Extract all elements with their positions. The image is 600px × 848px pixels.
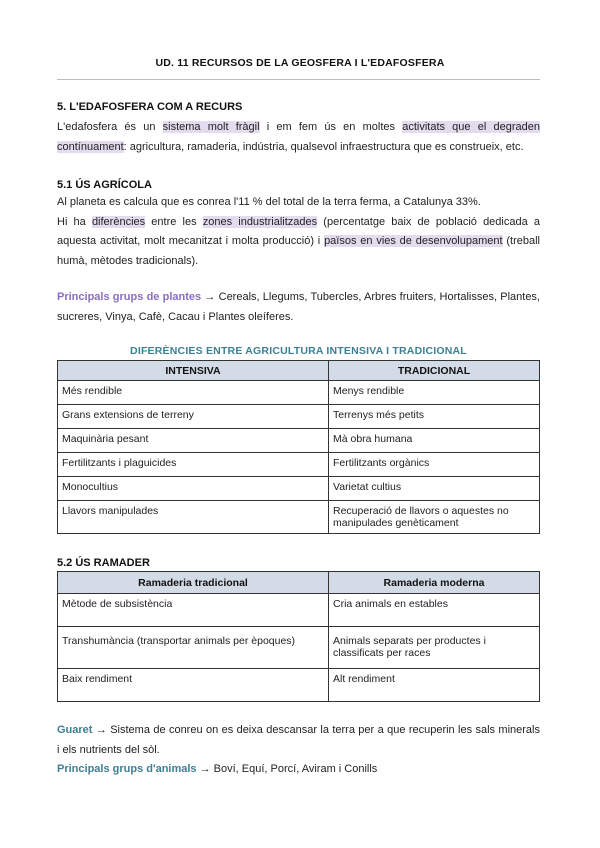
table-row [58,381,540,405]
table-cell: Animals separats per productes i classificats per races [329,627,540,669]
guaret-label: Guaret [57,724,93,736]
line2-text-a: Hi ha [57,215,92,228]
guaret-paragraph [57,721,540,760]
line2-text-d: (treball humà, mètodes tradicionals). [57,235,541,267]
table-cell: Llavors manipulades [58,501,329,534]
table-cell: Varietat cultius [329,477,540,501]
section-52-heading: 5.2 ÚS RAMADER [57,557,150,569]
table-cell: Terrenys més petits [329,405,540,429]
plant-groups-label: Principals grups de plantes [57,291,202,303]
livestock-table [57,571,540,702]
table-cell: Més rendible [58,381,329,405]
table-cell: Cria animals en estables [329,594,540,627]
highlight-fragile-system: sistema molt fràgil [162,121,260,133]
table-row [58,669,540,702]
section-51-paragraph [57,193,540,271]
table-cell: Mètode de subsistència [58,594,329,627]
table-cell: Alt rendiment [329,669,540,702]
p1-text-b: i em fem ús en moltes [259,121,403,133]
table-row [58,405,540,429]
document-title: UD. 11 RECURSOS DE LA GEOSFERA I L'EDAFOSFERA [155,57,445,69]
line2-text-c: (percentatge baix de població dedicada a aquesta activitat, molt mecanitzat i molta producció) i [57,215,540,247]
table-row [58,477,540,501]
animal-groups-label: Principals grups d'animals [57,763,197,775]
p1-text-c: : agricultura, ramaderia, indústria, qualsevol infraestructura que es construeix, etc. [123,140,524,153]
table-cell: Maquinària pesant [58,429,329,453]
table-row [58,429,540,453]
column-header-intensive: INTENSIVA [58,361,329,381]
table-cell: Fertilitzants i plaguicides [58,453,329,477]
table-header-row [58,361,540,381]
title-divider [57,79,540,80]
highlight-industrial-zones: zones industrialitzades [202,215,318,228]
table-cell: Fertilitzants orgànics [329,453,540,477]
plant-groups-arrow: → [201,291,219,303]
table-cell: Monocultius [58,477,329,501]
animal-groups-paragraph [57,760,540,780]
plant-groups-list: Cereals, Llegums, Tubercles, Arbres fruiters, Hortalisses, Plantes, sucreres, Vinya, Cafè, Cacau i Plantes oleíferes. [57,291,540,323]
table-row [58,453,540,477]
highlight-differences: diferències [91,215,146,228]
table-cell: Baix rendiment [58,669,329,702]
table-cell: Recuperació de llavors o aquestes no manipulades genèticament [329,501,540,534]
guaret-definition: → Sistema de conreu on es deixa descansar la terra per a que recuperin les sals minerals i els nutrients del sòl. [57,724,540,756]
agriculture-table [57,360,540,534]
table-cell: Grans extensions de terreny [58,405,329,429]
column-header-traditional: TRADICIONAL [329,361,540,381]
table-row [58,627,540,669]
column-header-modern-livestock: Ramaderia moderna [329,572,540,594]
table-row [58,501,540,534]
table-header-row [58,572,540,594]
differences-line [57,213,540,272]
highlight-degrading-activities: activitats que el degraden contínuament [57,121,540,153]
highlight-developing-countries: països en vies de desenvolupament [324,235,503,247]
column-header-traditional-livestock: Ramaderia tradicional [58,572,329,594]
cultivated-land-line: Al planeta es calcula que es conrea l'11 % del total de la terra ferma, a Catalunya 33%. [57,196,481,208]
plant-groups-paragraph [57,288,540,327]
section-51-heading: 5.1 ÚS AGRÍCOLA [57,179,152,191]
line2-text-b: entre les [145,215,203,228]
p1-text-a: L'edafosfera és un [57,121,163,133]
table1-caption: DIFERÈNCIES ENTRE AGRICULTURA INTENSIVA I TRADICIONAL [130,345,467,357]
table-row [58,594,540,627]
table-cell: Mà obra humana [329,429,540,453]
animal-groups-list: → Boví, Equí, Porcí, Aviram i Conills [196,763,378,775]
table-cell: Menys rendible [329,381,540,405]
section-5-heading: 5. L'EDAFOSFERA COM A RECURS [57,101,243,113]
table-cell: Transhumància (transportar animals per èpoques) [58,627,329,669]
section-5-paragraph [57,118,540,157]
